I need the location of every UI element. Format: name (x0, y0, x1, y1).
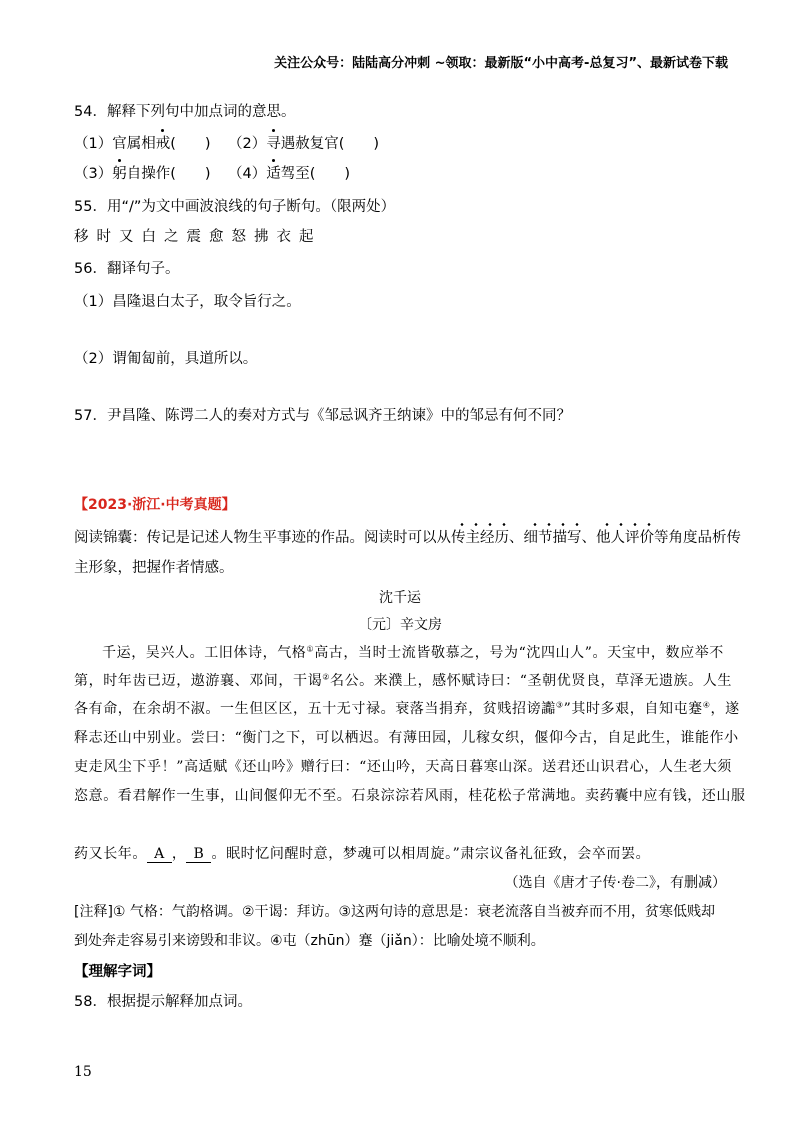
q54-option-4: （4）适驾至( ) (228, 162, 350, 183)
dotted-char: 适 (266, 162, 281, 183)
passage-line-4: 释志还山中别业。尝曰：“衡门之下，可以栖迟。有薄田园，儿稼女织，偃仰今古，自足此生，谁能作小 (74, 730, 739, 746)
dotted-char: 寻 (266, 132, 281, 153)
section-tag: 【2023·浙江·中考真题】 (74, 497, 236, 513)
passage-line-6: 恣意。看君解作一生事，山间偃仰无不至。石泉淙淙若风雨，桂花松子常满地。卖药囊中应有钱，还山服 (74, 788, 746, 804)
dotted-char: 戒 (156, 132, 171, 153)
page-number: 15 (74, 1064, 92, 1080)
q54-option-2: （2）寻遇赦复官( ) (228, 132, 379, 153)
dotted-phrase: 细节描写 (524, 526, 582, 547)
passage-line-2: 第，时年齿已迈，遨游襄、邓间，干谒②名公。来濮上，感怀赋诗曰：“圣朝优贤良，草泽无遗族。人生 (74, 672, 732, 689)
dotted-phrase: 传主经历 (451, 526, 509, 547)
passage-line-3: 各有命，在余胡不淑。一生但区区，五十无寸禄。衰落当捐弃，贫贱招谤讟③”其时多艰，自知屯蹇④，遂 (74, 700, 740, 717)
reading-guide-line-2: 主形象，把握作者情感。 (74, 560, 234, 576)
passage-line-8: 药又长年。 A ， B 。眠时忆问醒时意，梦魂可以相周旋。”肃宗议备礼征致，会卒而罢。 (74, 846, 651, 862)
q54-option-1: （1）官属相戒( ) (74, 132, 211, 153)
question-55-stem: 55．用“/”为文中画波浪线的句子断句。（限两处） (74, 199, 396, 215)
question-56-stem: 56．翻译句子。 (74, 261, 180, 277)
question-57-stem: 57．尹昌隆、陈谔二人的奏对方式与《邹忌讽齐王纳谏》中的邹忌有何不同？ (74, 408, 571, 424)
passage-title: 沈千运 (379, 590, 421, 606)
q56-sentence-2: （2）谓匍匐前，具道所以。 (74, 351, 258, 367)
passage-line-1: 千运，吴兴人。工旧体诗，气格①高古，当时士流皆敬慕之，号为“沈四山人”。天宝中，数应举不 (102, 644, 724, 661)
passage-line-5: 吏走风尘下乎！”高适赋《还山吟》赠行曰：“还山吟，天高日暮寒山深。送君还山识君心，人生老大须 (74, 759, 732, 775)
reading-guide-line-1: 阅读锦囊：传记是记述人物生平事迹的作品。阅读时可以从传主经历、细节描写、他人评价等角度品析传 (74, 526, 741, 547)
header-note: 关注公众号：陆陆高分冲刺 ~领取：最新版“小中高考-总复习”、最新试卷下载 (274, 56, 728, 71)
question-58-stem: 58．根据提示解释加点词。 (74, 994, 252, 1010)
passage-source: （选自《唐才子传·卷二》，有删减） (504, 875, 726, 891)
notes-line-2: 到处奔走容易引来谤毁和非议。④屯（zhūn）蹇（jiǎn）：比喻处境不顺利。 (74, 933, 545, 949)
q54-option-3: （3）躬自操作( ) (74, 162, 211, 183)
notes-line-1: [注释]① 气格：气韵格调。②干谒：拜访。③这两句诗的意思是：衰老流落自当被弃而不用，贫寒低贱却 (74, 904, 716, 920)
blank-a: A (147, 846, 172, 863)
q58-tag: 【理解字词】 (74, 964, 161, 980)
dotted-char: 躬 (112, 162, 127, 183)
dotted-phrase: 他人评价 (596, 526, 654, 547)
q55-sentence: 移时又白之震愈怒拂衣起 (74, 229, 322, 245)
blank-b: B (186, 846, 211, 863)
q56-sentence-1: （1）昌隆退白太子，取令旨行之。 (74, 294, 301, 310)
passage-author: 〔元〕辛文房 (358, 617, 442, 633)
question-54-stem: 54．解释下列句中加点词的意思。 (74, 104, 296, 120)
